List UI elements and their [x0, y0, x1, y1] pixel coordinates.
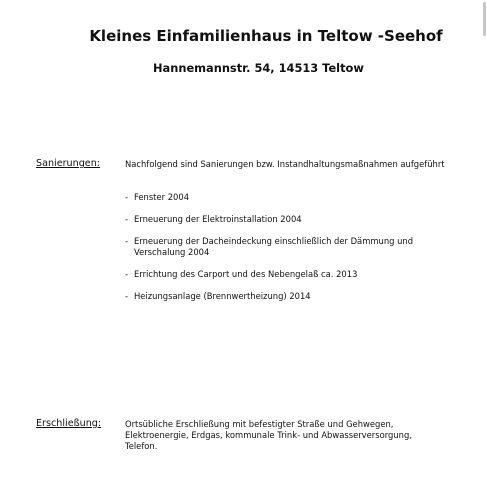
dash-icon: -	[125, 269, 129, 279]
list-item-text: Erneuerung der Dacheindeckung einschließlich der Dämmung und Verschalung 2004	[134, 236, 414, 257]
scrollbar[interactable]	[482, 0, 487, 500]
list-item	[125, 269, 454, 280]
list-item-text: Heizungsanlage (Brennwertheizung) 2014	[134, 291, 311, 301]
list-item	[125, 192, 454, 203]
erschliessung-text: Ortsübliche Erschließung mit befestigter Straße und Gehwegen, Elektroenergie, Erdgas, kommunale Trink- und Abwasserversorgung, Telefon.	[125, 419, 412, 451]
section-label-erschliessung: Erschließung:	[36, 418, 102, 429]
sanierungen-intro: Nachfolgend sind Sanierungen bzw. Instandhaltungsmaßnahmen aufgeführt	[125, 159, 445, 169]
dash-icon: -	[125, 192, 129, 202]
dash-icon: -	[125, 236, 129, 246]
list-item-text: Fenster 2004	[134, 192, 190, 202]
dash-icon: -	[125, 214, 129, 224]
list-item	[125, 214, 454, 225]
document-title: Kleines Einfamilienhaus in Teltow -Seehof	[89, 27, 443, 45]
scrollbar-thumb[interactable]	[483, 2, 486, 36]
section-label-sanierungen: Sanierungen:	[36, 158, 101, 169]
list-item	[125, 291, 454, 302]
document-address: Hannemannstr. 54, 14513 Teltow	[153, 61, 364, 75]
list-item	[125, 236, 454, 258]
list-item-text: Errichtung des Carport und des Nebengelaß ca. 2013	[134, 269, 358, 279]
dash-icon: -	[125, 291, 129, 301]
list-item-text: Erneuerung der Elektroinstallation 2004	[134, 214, 302, 224]
